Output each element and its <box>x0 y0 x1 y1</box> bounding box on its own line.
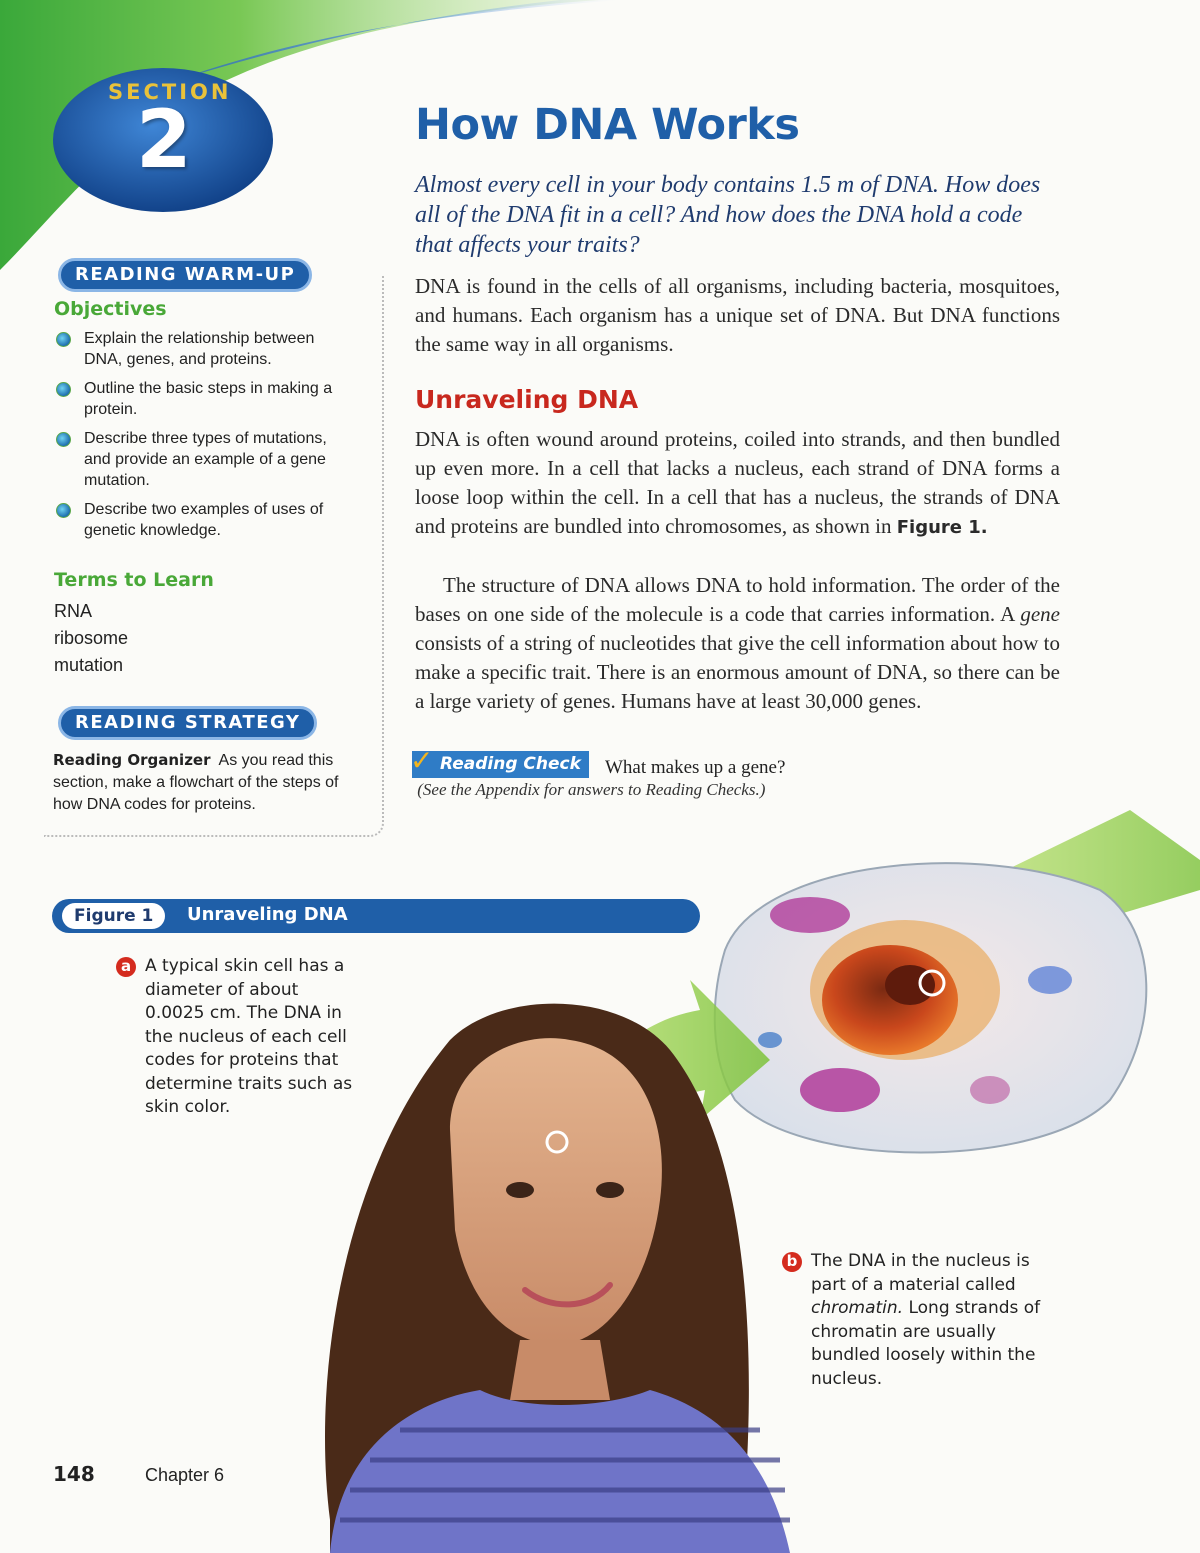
body-paragraph-2 <box>415 425 1060 542</box>
strategy-label: Reading Organizer <box>53 751 211 769</box>
body-paragraph-3 <box>415 571 1060 716</box>
body-paragraph-3-text-a: The structure of DNA allows DNA to hold information. The order of the bases on one side of the molecule is a code that carries information. A <box>415 573 1060 626</box>
section-label: SECTION <box>108 80 232 104</box>
reading-strategy-pill: READING STRATEGY <box>58 706 317 740</box>
term-item: mutation <box>54 655 124 675</box>
objectives-list <box>54 328 354 549</box>
objective-item: Explain the relationship between DNA, genes, and proteins. <box>54 328 354 370</box>
term-item: RNA <box>54 601 93 621</box>
figure-tag: Figure 1 <box>62 903 165 929</box>
section-number: 2 <box>136 93 192 186</box>
chapter-label: Chapter 6 <box>145 1465 225 1485</box>
objective-item: Outline the basic steps in making a protein. <box>54 378 354 420</box>
caption-a-marker: a <box>116 957 136 977</box>
strategy-body: As you read this section, make a flowchart of the steps of how DNA codes for proteins. <box>53 752 339 813</box>
term-gene: gene <box>1020 602 1060 626</box>
reading-check-badge: Reading Check <box>412 751 589 778</box>
bullet-icon <box>56 432 71 447</box>
terms-heading: Terms to Learn <box>54 569 214 591</box>
page-title: How DNA Works <box>415 100 800 150</box>
bullet-icon <box>56 382 71 397</box>
objective-item: Describe three types of mutations, and provide an example of a gene mutation. <box>54 428 354 491</box>
body-paragraph-1: DNA is found in the cells of all organisms, including bacteria, mosquitoes, and humans. Each organism has a unique set of DNA. But DNA functions the same way in all organisms. <box>415 274 1060 356</box>
reading-check-note-text: (See the Appendix for answers to Reading Checks.) <box>417 780 766 799</box>
objective-item: Describe two examples of uses of genetic knowledge. <box>54 499 354 541</box>
reading-check-note <box>413 780 1053 800</box>
figure-title: Unraveling DNA <box>187 904 348 925</box>
reading-warmup-pill: READING WARM-UP <box>58 258 312 292</box>
figure-1-reference[interactable]: Figure 1. <box>896 517 988 538</box>
objectives-heading: Objectives <box>54 298 167 320</box>
term-item: ribosome <box>54 628 129 648</box>
terms-list <box>54 598 128 679</box>
heading-unraveling-dna: Unraveling DNA <box>415 385 639 414</box>
checkmark-icon: ✓ <box>410 744 434 777</box>
body-paragraph-3-text-b: consists of a string of nucleotides that give the cell information about how to make a specific trait. There is an enormous amount of DNA, so there can be a large variety of genes. Humans have at least 30,000 genes. <box>415 631 1060 713</box>
page-number: 148 <box>53 1462 95 1486</box>
term-chromatin: chromatin. <box>811 1298 904 1318</box>
figure-illustration <box>0 800 1200 1553</box>
caption-a: A typical skin cell has a diameter of about 0.0025 cm. The DNA in the nucleus of each cell codes for proteins that determine traits such as skin color. <box>145 956 353 1117</box>
caption-b-marker: b <box>782 1252 802 1272</box>
intro-text: Almost every cell in your body contains 1.5 m of DNA. How does all of the DNA fit in a cell? And how does the DNA hold a code that affects your traits? <box>415 172 1041 258</box>
caption-b: The DNA in the nucleus is part of a material called chromatin. Long strands of chromatin are usually bundled loosely within the nucleus. <box>811 1251 1041 1389</box>
body-paragraph-2-text: DNA is often wound around proteins, coiled into strands, and then bundled up even more. In a cell that lacks a nucleus, each strand of DNA forms a loose loop within the cell. In a cell that has a nucleus, the strands of DNA and proteins are bundled into chromosomes, as shown in <box>415 427 1060 538</box>
bullet-icon <box>56 503 71 518</box>
bullet-icon <box>56 332 71 347</box>
reading-check-question: What makes up a gene? <box>605 757 786 778</box>
